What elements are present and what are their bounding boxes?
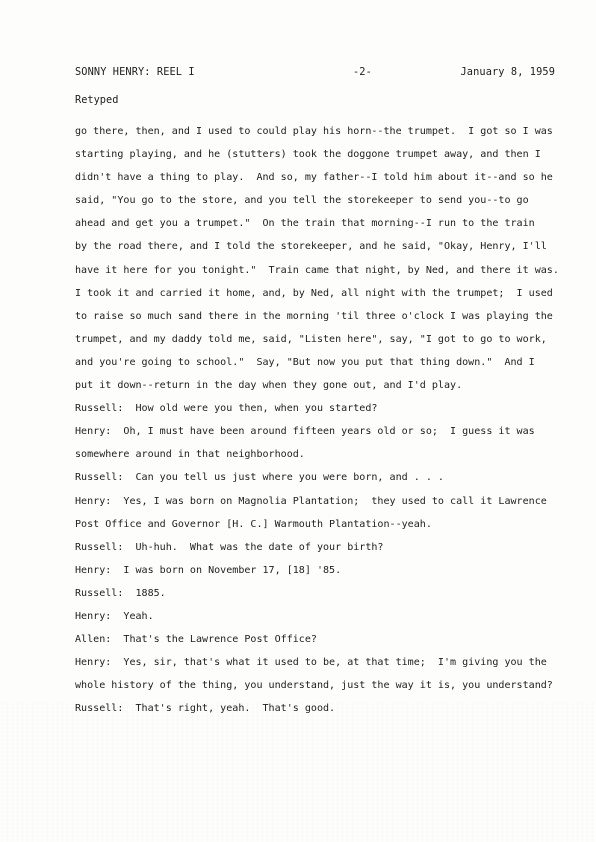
header-title: SONNY HENRY: REEL I [75,66,195,78]
transcript-line: Post Office and Governor [H. C.] Warmouth Plantation--yeah. [75,518,432,530]
transcript-line: Russell: That's right, yeah. That's good. [75,703,336,715]
transcript-line: by the road there, and I told the storekeeper, and he said, "Okay, Henry, I'll [75,241,547,253]
scan-noise [0,702,596,842]
header-date: January 8, 1959 [460,66,555,78]
transcript-line: Henry: Yes, I was born on Magnolia Plantation; they used to call it Lawrence [75,495,547,507]
transcript-line: Russell: 1885. [75,587,166,599]
transcript-line: Henry: Yeah. [75,610,154,622]
page-header [75,66,555,80]
transcript-line: trumpet, and my daddy told me, said, "Listen here", say, "I got to go to work, [75,333,547,345]
retyped-note: Retyped [75,94,119,106]
transcript-body [75,120,559,720]
transcript-line: ahead and get you a trumpet." On the train that morning--I run to the train [75,218,535,230]
transcript-line: Allen: That's the Lawrence Post Office? [75,634,317,646]
transcript-line: Russell: How old were you then, when you started? [75,403,378,415]
transcript-line: whole history of the thing, you understand, just the way it is, you understand? [75,680,553,692]
transcript-line: I took it and carried it home, and, by Ned, all night with the trumpet; I used [75,287,553,299]
page-number: -2- [353,66,372,78]
transcript-line: said, "You go to the store, and you tell the storekeeper to send you--to go [75,195,529,207]
transcript-line: starting playing, and he (stutters) took the doggone trumpet away, and then I [75,149,541,161]
transcript-line: somewhere around in that neighborhood. [75,449,305,461]
transcript-line: Russell: Can you tell us just where you were born, and . . . [75,472,444,484]
transcript-line: Russell: Uh-huh. What was the date of your birth? [75,541,384,553]
transcript-line: Henry: I was born on November 17, [18] '85. [75,564,342,576]
transcript-line: Henry: Oh, I must have been around fifteen years old or so; I guess it was [75,426,535,438]
transcript-line: have it here for you tonight." Train came that night, by Ned, and there it was. [75,264,559,276]
transcript-line: didn't have a thing to play. And so, my father--I told him about it--and so he [75,172,553,184]
transcript-line: to raise so much sand there in the morning 'til three o'clock I was playing the [75,310,553,322]
transcript-line: and you're going to school." Say, "But now you put that thing down." And I [75,356,535,368]
transcript-line: go there, then, and I used to could play his horn--the trumpet. I got so I was [75,126,553,137]
transcript-line: put it down--return in the day when they gone out, and I'd play. [75,380,463,392]
transcript-line: Henry: Yes, sir, that's what it used to be, at that time; I'm giving you the [75,657,547,669]
